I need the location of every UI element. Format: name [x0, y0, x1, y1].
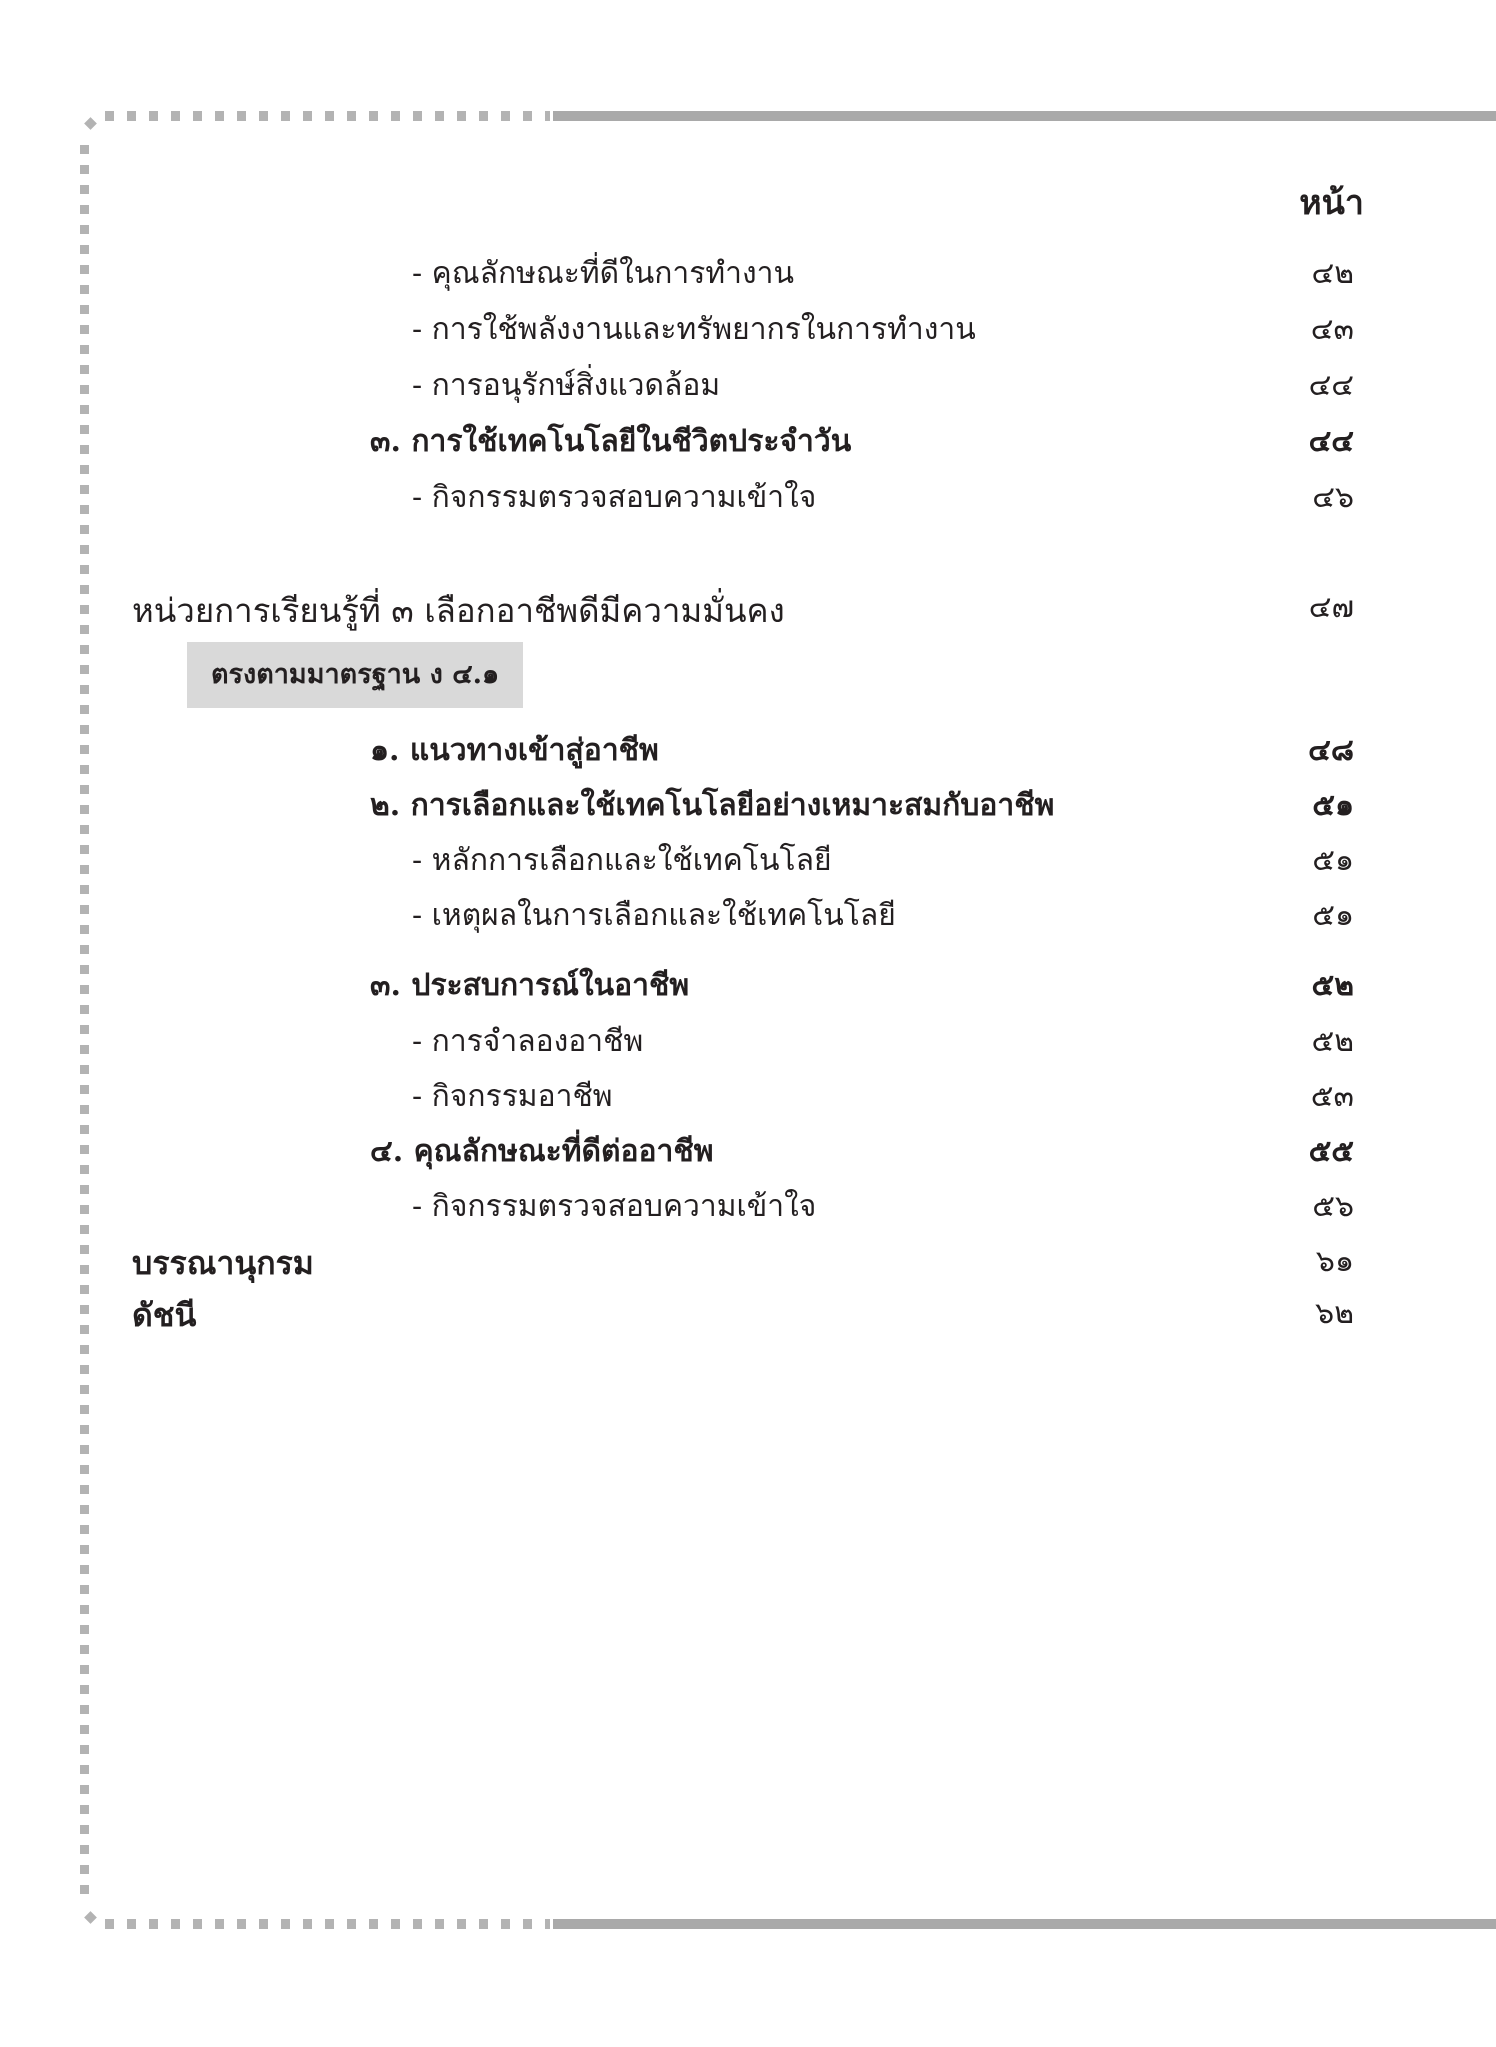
- frame-bottom-dots: [105, 1919, 550, 1929]
- toc-back-matter-label: ดัชนี: [132, 1296, 197, 1334]
- toc-entry-page: ๕๑: [1312, 843, 1354, 878]
- toc-back-matter: [0, 1290, 1496, 1340]
- toc-entry: [0, 892, 1496, 942]
- toc-unit-heading: [0, 584, 1496, 634]
- toc-entry: [0, 1183, 1496, 1233]
- toc-entry: [0, 362, 1496, 412]
- standard-box: ตรงตามมาตรฐาน ง ๔.๑: [187, 642, 523, 708]
- toc-entry-label: - การจำลองอาชีพ: [412, 1024, 644, 1059]
- toc-section-page: ๕๑: [1312, 788, 1354, 823]
- frame-bottom-bar: [553, 1919, 1496, 1929]
- toc-section-label: ๔. คุณลักษณะที่ดีต่ออาชีพ: [370, 1134, 714, 1169]
- toc-section-label: ๓. การใช้เทคโนโลยีในชีวิตประจำวัน: [370, 424, 852, 459]
- toc-unit-label: หน่วยการเรียนรู้ที่ ๓ เลือกอาชีพดีมีความมั่นคง: [132, 591, 785, 630]
- toc-section-page: ๔๔: [1308, 424, 1354, 459]
- toc-entry: [0, 474, 1496, 524]
- toc-entry: [0, 837, 1496, 887]
- toc-section: [0, 1128, 1496, 1178]
- toc-entry-label: - การใช้พลังงานและทรัพยากรในการทำงาน: [412, 312, 976, 347]
- frame-corner-top-left: [84, 117, 97, 130]
- toc-back-matter-page: ๖๑: [1315, 1244, 1354, 1279]
- toc-entry-label: - คุณลักษณะที่ดีในการทำงาน: [412, 256, 795, 291]
- toc-unit-page: ๔๗: [1308, 590, 1354, 625]
- toc-entry-label: - หลักการเลือกและใช้เทคโนโลยี: [412, 843, 832, 878]
- toc-entry-page: ๔๖: [1312, 480, 1354, 515]
- frame-corner-bottom-left: [84, 1911, 97, 1924]
- toc-section-page: ๔๘: [1308, 733, 1354, 768]
- toc-back-matter: [0, 1238, 1496, 1288]
- toc-entry: [0, 306, 1496, 356]
- toc-entry: [0, 1018, 1496, 1068]
- toc-entry: [0, 1073, 1496, 1123]
- toc-section-page: ๕๕: [1308, 1134, 1354, 1169]
- frame-top-dots: [105, 111, 550, 121]
- frame-top-bar: [553, 111, 1496, 121]
- toc-section: [0, 727, 1496, 777]
- toc-entry: [0, 250, 1496, 300]
- toc-entry-page: ๔๓: [1310, 312, 1354, 347]
- toc-section: [0, 962, 1496, 1012]
- toc-entry-page: ๕๖: [1312, 1189, 1354, 1224]
- toc-entry-page: ๔๔: [1308, 368, 1354, 403]
- toc-section-label: ๑. แนวทางเข้าสู่อาชีพ: [370, 733, 659, 768]
- toc-entry-label: - กิจกรรมตรวจสอบความเข้าใจ: [412, 480, 817, 515]
- toc-entry-page: ๕๒: [1311, 1024, 1354, 1059]
- toc-entry-label: - กิจกรรมอาชีพ: [412, 1079, 613, 1114]
- toc-section-label: ๓. ประสบการณ์ในอาชีพ: [370, 968, 690, 1003]
- toc-section: [0, 418, 1496, 468]
- toc-section-page: ๕๒: [1311, 968, 1354, 1003]
- toc-back-matter-label: บรรณานุกรม: [132, 1244, 314, 1282]
- toc-back-matter-page: ๖๒: [1315, 1296, 1354, 1331]
- toc-entry-page: ๕๓: [1310, 1079, 1354, 1114]
- toc-section-label: ๒. การเลือกและใช้เทคโนโลยีอย่างเหมาะสมกับอาชีพ: [370, 788, 1055, 823]
- toc-entry-page: ๕๑: [1312, 898, 1354, 933]
- toc-entry-label: - เหตุผลในการเลือกและใช้เทคโนโลยี: [412, 898, 896, 933]
- page-column-header: หน้า: [1299, 183, 1364, 223]
- toc-entry-label: - การอนุรักษ์สิ่งแวดล้อม: [412, 368, 721, 403]
- toc-entry-page: ๔๒: [1311, 256, 1354, 291]
- toc-entry-label: - กิจกรรมตรวจสอบความเข้าใจ: [412, 1189, 817, 1224]
- toc-section: [0, 782, 1496, 832]
